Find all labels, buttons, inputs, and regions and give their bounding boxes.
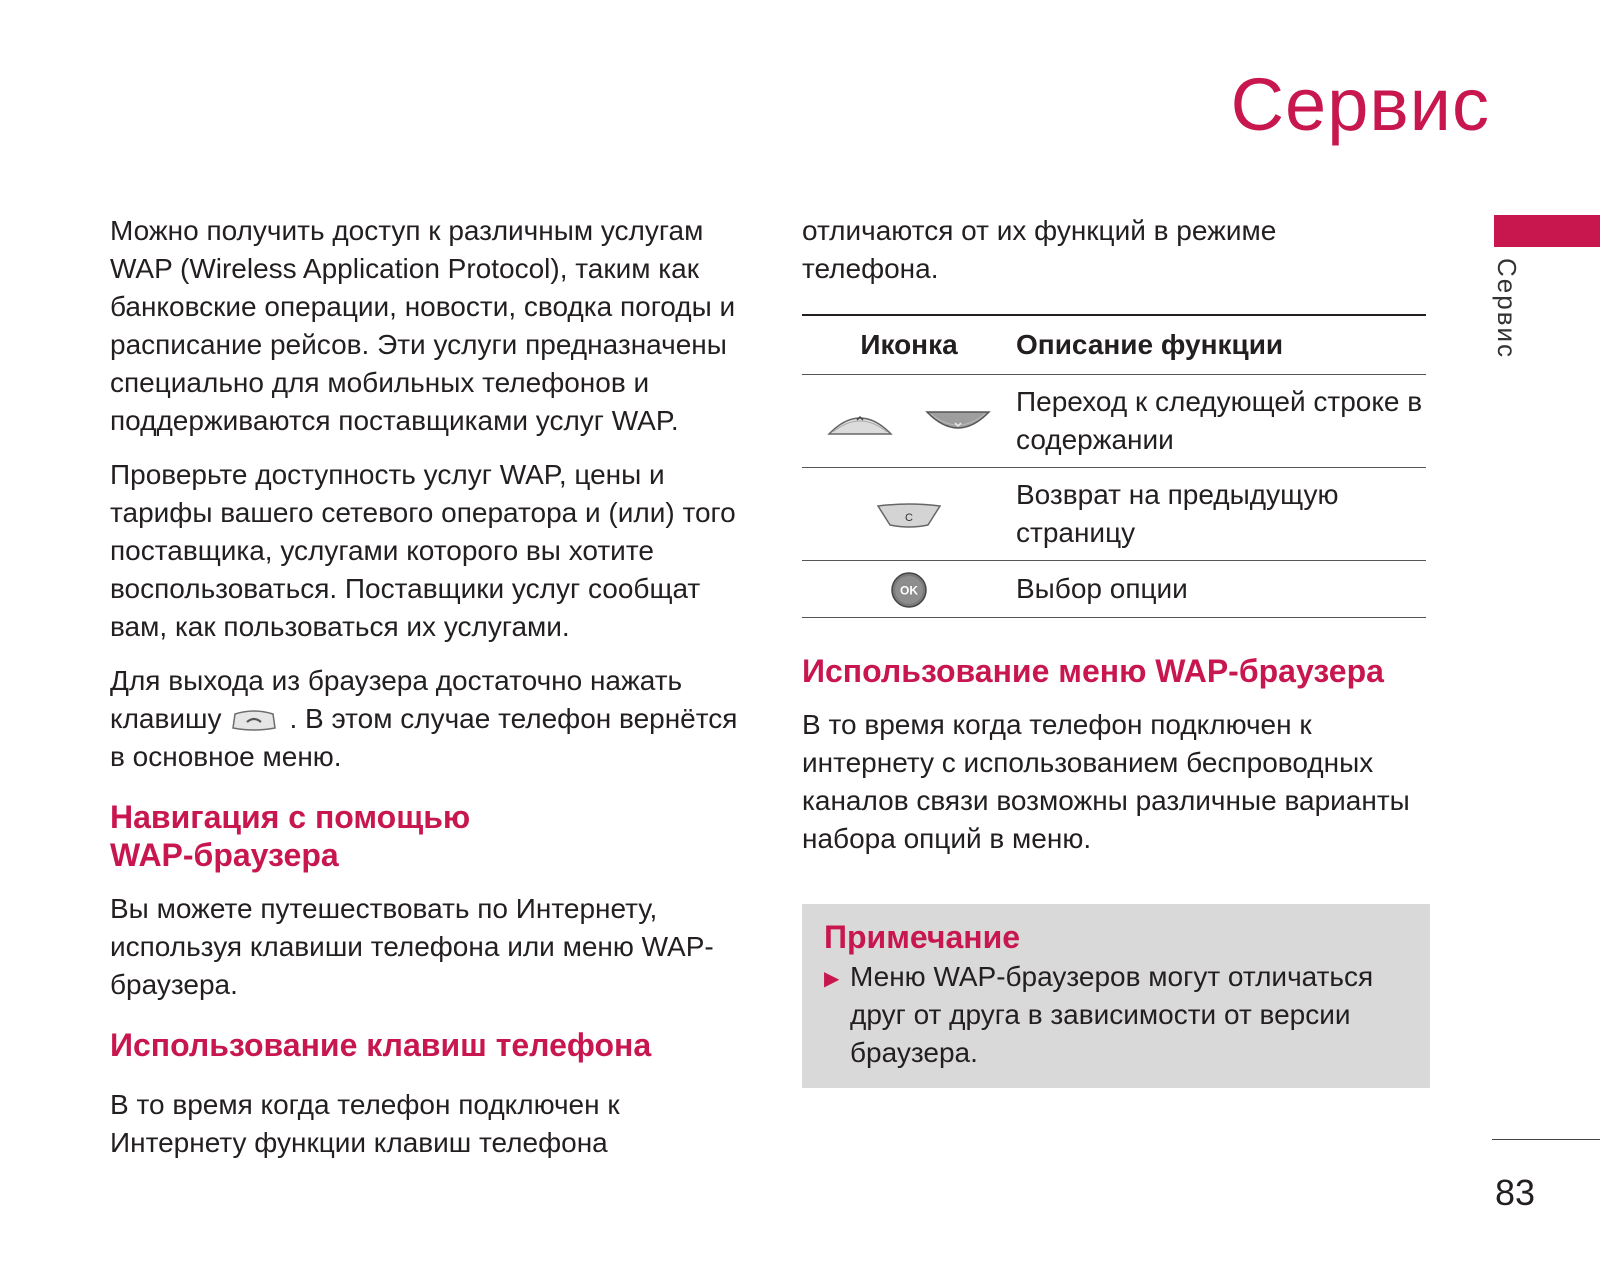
description-column-header: Описание функции bbox=[1016, 315, 1426, 375]
continued-paragraph: отличаются от их функций в режиме телефона. bbox=[802, 215, 1277, 284]
clear-key-icon bbox=[876, 503, 942, 529]
note-box bbox=[802, 904, 1430, 1088]
table-row bbox=[802, 375, 1426, 468]
wap-menu-paragraph: В то время когда телефон подключен к интернету с использованием беспроводных каналов связи возможны различные варианты набора опций в меню. bbox=[802, 708, 1410, 854]
description-cell: Выбор опции bbox=[1016, 561, 1426, 618]
exit-text-before: Для выхода из браузера достаточно нажать клавишу bbox=[110, 665, 683, 734]
description-cell: Переход к следующей строке в содержании bbox=[1016, 375, 1426, 468]
ok-key-icon bbox=[890, 571, 928, 609]
side-section-label: Сервис bbox=[1492, 258, 1522, 360]
left-column bbox=[110, 212, 740, 1178]
intro-paragraph: Можно получить доступ к различным услугам WAP (Wireless Application Protocol), таким как банковские операции, новости, сводка погоды и расписание рейсов. Эти услуги предназначены специально для мобильных телефонов и поддерживаются поставщиками услуг WAP. bbox=[110, 215, 736, 436]
check-availability-paragraph: Проверьте доступность услуг WAP, цены и тарифы вашего сетевого оператора и (или) того поставщика, услугами которого вы хотите воспользоваться. Поставщики услуг сообщат вам, как пользоваться их услугами. bbox=[110, 459, 736, 642]
end-key-icon bbox=[229, 710, 279, 732]
right-column bbox=[802, 212, 1428, 1088]
navigation-heading: Навигация с помощью WAP-браузера bbox=[110, 799, 471, 873]
side-tab-marker bbox=[1494, 215, 1600, 247]
exit-text-after: . В этом случае телефон вернётся в основное меню. bbox=[110, 703, 738, 772]
exit-browser-paragraph bbox=[110, 662, 740, 776]
icon-cell bbox=[802, 468, 1016, 561]
note-title: Примечание bbox=[824, 918, 1021, 955]
page-title: Сервис bbox=[1230, 63, 1490, 146]
icon-column-header: Иконка bbox=[802, 315, 1016, 375]
phone-keys-paragraph: В то время когда телефон подключен к Интернету функции клавиш телефона bbox=[110, 1089, 620, 1158]
note-text: Меню WAP-браузеров могут отличаться друг от друга в зависимости от версии браузера. bbox=[850, 960, 1374, 1068]
icon-cell bbox=[802, 561, 1016, 618]
icon-cell bbox=[802, 375, 1016, 468]
down-key-icon bbox=[925, 408, 991, 438]
up-key-icon bbox=[827, 408, 893, 438]
table-header-row bbox=[802, 315, 1426, 375]
phone-keys-heading: Использование клавиш телефона bbox=[110, 1027, 652, 1063]
note-bullet-icon: ▶ bbox=[824, 967, 840, 990]
footer-rule bbox=[1492, 1139, 1600, 1140]
description-cell: Возврат на предыдущую страницу bbox=[1016, 468, 1426, 561]
wap-menu-heading: Использование меню WAP-браузера bbox=[802, 652, 1384, 689]
clear-key-label: C bbox=[905, 511, 913, 524]
ok-key-label: OK bbox=[900, 583, 918, 598]
key-function-table bbox=[802, 314, 1426, 618]
page-number: 83 bbox=[1495, 1172, 1536, 1213]
note-body bbox=[824, 958, 1430, 1072]
table-row bbox=[802, 468, 1426, 561]
table-row bbox=[802, 561, 1426, 618]
navigation-paragraph: Вы можете путешествовать по Интернету, используя клавиши телефона или меню WAP-браузера. bbox=[110, 893, 714, 1000]
